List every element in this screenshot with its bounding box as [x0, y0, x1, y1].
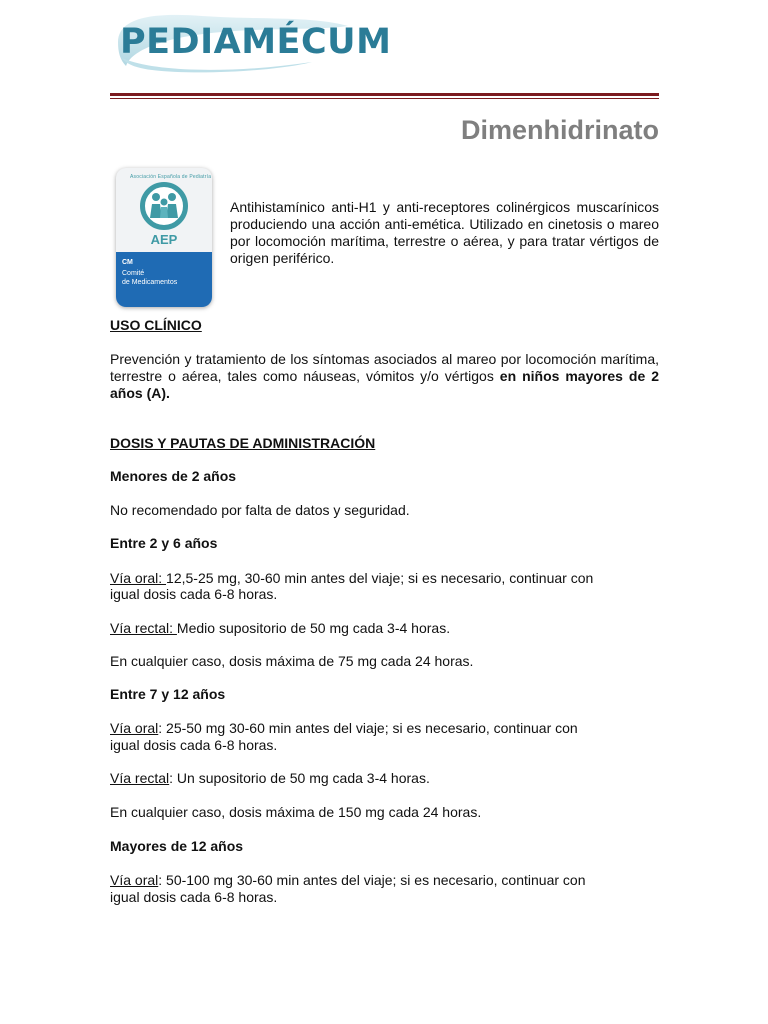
dose-text: : Un supositorio de 50 mg cada 3-4 horas.	[169, 770, 430, 786]
subheading-mayores-12: Mayores de 12 años	[110, 838, 244, 854]
entre-2-6-oral	[110, 570, 659, 587]
mayores-12-oral-cont: igual dosis cada 6-8 horas.	[110, 889, 278, 905]
entre-7-12-max: En cualquier caso, dosis máxima de 150 mg cada 24 horas.	[110, 804, 482, 820]
pediamecum-logo	[112, 8, 392, 76]
route-label-rectal: Vía rectal:	[110, 620, 177, 636]
brand-name: PEDIAMÉCUM	[120, 22, 392, 62]
entre-2-6-max: En cualquier caso, dosis máxima de 75 mg cada 24 horas.	[110, 653, 474, 669]
badge-top	[116, 168, 212, 252]
mayores-12-oral	[110, 872, 659, 889]
route-label-oral: Vía oral	[110, 720, 159, 736]
subheading-entre-7-12: Entre 7 y 12 años	[110, 686, 226, 702]
badge-committee	[116, 252, 212, 307]
dose-text: Medio supositorio de 50 mg cada 3-4 horas.	[176, 620, 451, 636]
entre-7-12-oral-cont: igual dosis cada 6-8 horas.	[110, 737, 278, 753]
aep-badge	[116, 168, 212, 307]
uso-clinico-body: Prevención y tratamiento de los síntomas asociados al mareo por locomoción marítima, terrestre o aérea, tales como náuseas, vómitos y/o vértigos	[110, 351, 659, 384]
dose-text: 12,5-25 mg, 30-60 min antes del viaje; si es necesario, continuar con	[166, 570, 594, 586]
subheading-menores-2: Menores de 2 años	[110, 468, 237, 484]
header-rule-thin	[110, 98, 659, 99]
drug-description: Antihistamínico anti-H1 y anti-receptores colinérgicos muscarínicos produciendo una acción anti-emética. Utilizado en cinetosis o mareo por locomoción marítima, terrestre o aérea, y para tratar vértigos de origen periférico.	[230, 199, 659, 266]
dose-text: : 50-100 mg 30-60 min antes del viaje; si es necesario, continuar con	[158, 872, 586, 888]
entre-2-6-rectal	[110, 620, 659, 637]
badge-committee-line1: Comité	[122, 270, 145, 277]
route-label-oral: Vía oral	[110, 872, 159, 888]
children-icon	[147, 190, 181, 220]
badge-cm: CM	[122, 259, 133, 266]
entre-7-12-rectal	[110, 770, 659, 787]
badge-acronym: AEP	[150, 232, 178, 247]
entre-2-6-oral-cont: igual dosis cada 6-8 horas.	[110, 586, 278, 602]
header-rule	[110, 93, 659, 96]
entre-7-12-oral	[110, 720, 659, 737]
subheading-entre-2-6: Entre 2 y 6 años	[110, 535, 218, 551]
dose-text: : 25-50 mg 30-60 min antes del viaje; si es necesario, continuar con	[158, 720, 578, 736]
badge-arc-text: Asociación Española de Pediatría	[130, 174, 212, 180]
badge-committee-line2: de Medicamentos	[122, 279, 178, 286]
menores-2-text: No recomendado por falta de datos y seguridad.	[110, 502, 410, 518]
section-heading-dosis: DOSIS Y PAUTAS DE ADMINISTRACIÓN	[110, 435, 376, 451]
uso-clinico-emphasis: en niños mayores de 2 años (A).	[110, 368, 659, 401]
page-title: Dimenhidrinato	[460, 115, 659, 145]
route-label-oral: Vía oral:	[110, 570, 167, 586]
uso-clinico-text	[110, 351, 659, 402]
route-label-rectal: Vía rectal	[110, 770, 170, 786]
section-heading-uso-clinico: USO CLÍNICO	[110, 317, 202, 333]
